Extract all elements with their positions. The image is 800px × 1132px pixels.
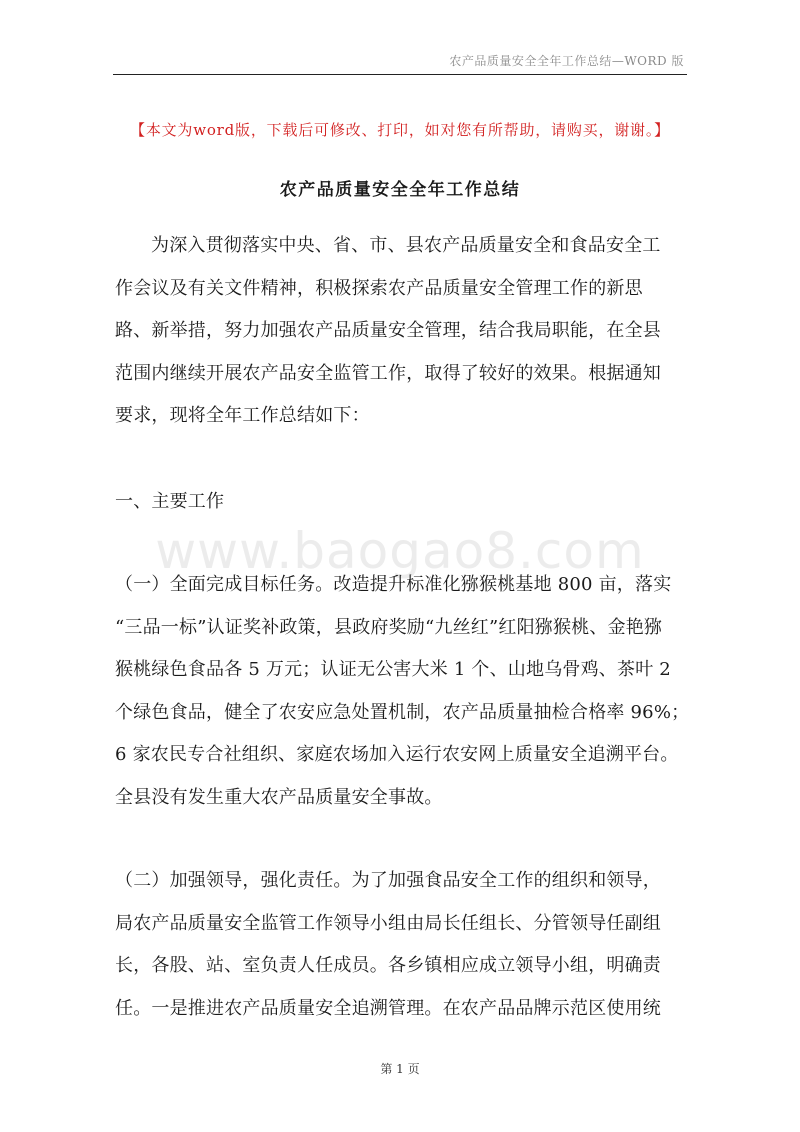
header-divider — [113, 74, 687, 75]
running-header: 农产品质量安全全年工作总结—WORD 版 — [449, 54, 684, 68]
item1-line: 猴桃绿色食品各 5 万元；认证无公害大米 1 个、山地乌骨鸡、茶叶 2 — [115, 659, 671, 681]
item1-line: “三品一标”认证奖补政策，县政府奖励“九丝红”红阳猕猴桃、金艳猕 — [115, 616, 663, 638]
site-watermark: www.baogao8.com — [155, 522, 645, 580]
item1-line: （一）全面完成目标任务。改造提升标准化猕猴桃基地 800 亩，落实 — [115, 574, 672, 595]
item2-paragraph — [115, 860, 687, 1030]
document-title: 农产品质量安全全年工作总结 — [279, 180, 521, 200]
item2-line: 长，各股、站、室负责人任成员。各乡镇相应成立领导小组，明确责 — [115, 955, 661, 977]
intro-paragraph — [115, 225, 687, 438]
item2-line: （二）加强领导，强化责任。为了加强食品安全工作的组织和领导， — [115, 870, 661, 891]
item1-line: 6 家农民专合社组织、家庭农场加入运行农安网上质量安全追溯平台。 — [115, 744, 679, 766]
section-heading — [115, 481, 687, 524]
item1-line: 个绿色食品，健全了农安应急处置机制，农产品质量抽检合格率 96%； — [115, 701, 690, 723]
intro-line: 作会议及有关文件精神，积极探索农产品质量安全管理工作的新思 — [115, 277, 643, 299]
item1-line: 全县没有发生重大农产品质量安全事故。 — [115, 786, 443, 808]
purchase-notice: 【本文为word版，下载后可修改、打印，如对您有所帮助，请购买，谢谢。】 — [130, 121, 670, 139]
item2-line: 任。一是推进农产品质量安全追溯管理。在农产品品牌示范区使用统 — [115, 997, 661, 1019]
section-heading-text: 一、主要工作 — [115, 491, 225, 512]
item2-line: 局农产品质量安全监管工作领导小组由局长任组长、分管领导任副组 — [115, 912, 661, 934]
intro-line: 要求，现将全年工作总结如下： — [115, 405, 370, 427]
intro-line: 范围内继续开展农产品安全监管工作，取得了较好的效果。根据通知 — [115, 362, 661, 384]
page-number: 第 1 页 — [380, 1062, 420, 1076]
intro-line: 路、新举措，努力加强农产品质量安全管理，结合我局职能，在全县 — [115, 320, 661, 342]
item1-paragraph — [115, 564, 690, 820]
intro-line: 为深入贯彻落实中央、省、市、县农产品质量安全和食品安全工 — [151, 235, 661, 256]
